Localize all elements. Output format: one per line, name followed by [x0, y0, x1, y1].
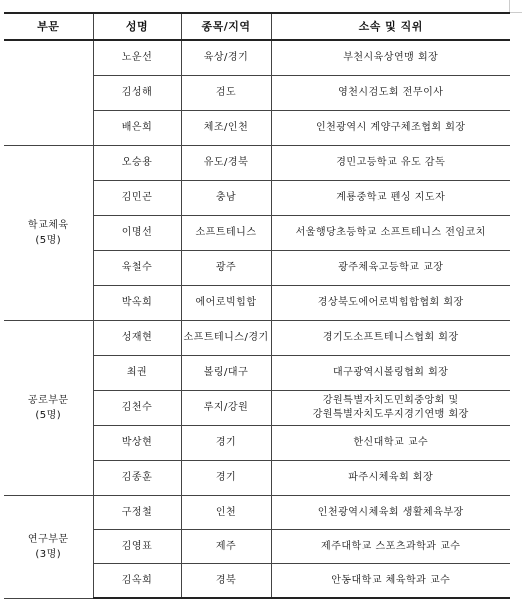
name-cell: 육철수 — [93, 251, 181, 286]
sport-cell: 경북 — [181, 564, 271, 599]
affiliation-cell: 광주체육고등학교 교장 — [271, 251, 510, 286]
sport-cell: 소프트테니스 — [181, 216, 271, 251]
name-cell: 노운선 — [93, 40, 181, 76]
sport-cell: 루지/강원 — [181, 391, 271, 426]
sport-cell: 경기 — [181, 426, 271, 461]
sport-cell: 에어로빅힙합 — [181, 286, 271, 321]
category-count: (3명) — [35, 548, 62, 560]
category-cell — [4, 321, 93, 496]
affiliation-cell — [271, 391, 510, 426]
table-row — [4, 40, 510, 76]
table-row — [4, 146, 510, 181]
awards-table — [4, 12, 510, 599]
name-cell: 김종훈 — [93, 461, 181, 496]
name-cell: 김영표 — [93, 530, 181, 564]
affiliation-cell: 서울행당초등학교 소프트테니스 전임코치 — [271, 216, 510, 251]
category-label: 공로부문 — [27, 395, 69, 406]
name-cell: 최권 — [93, 356, 181, 391]
category-label: 학교체육 — [27, 220, 69, 231]
name-cell: 배은희 — [93, 111, 181, 146]
affiliation-line: 강원특별자치도민회중앙회 및 — [322, 395, 459, 406]
sport-cell: 인천 — [181, 496, 271, 530]
name-cell: 김민곤 — [93, 181, 181, 216]
category-label: 연구부문 — [27, 533, 69, 545]
name-cell: 김성해 — [93, 76, 181, 111]
sport-cell: 검도 — [181, 76, 271, 111]
sport-cell: 제주 — [181, 530, 271, 564]
affiliation-cell: 제주대학교 스포츠과학과 교수 — [271, 530, 510, 564]
table-row — [4, 496, 510, 530]
category-cell — [4, 146, 93, 321]
name-cell: 김천수 — [93, 391, 181, 426]
category-cell — [4, 40, 93, 146]
sport-cell: 유도/경북 — [181, 146, 271, 181]
affiliation-cell: 파주시체육회 회장 — [271, 461, 510, 496]
affiliation-cell: 계룡중학교 펜싱 지도자 — [271, 181, 510, 216]
name-cell: 오승용 — [93, 146, 181, 181]
name-cell: 이명선 — [93, 216, 181, 251]
category-count: (5명) — [35, 235, 62, 246]
affiliation-cell: 부천시육상연맹 회장 — [271, 40, 510, 76]
name-cell: 성재현 — [93, 321, 181, 356]
affiliation-cell: 경상북도에어로빅힙합협회 회장 — [271, 286, 510, 321]
table-body — [4, 40, 510, 598]
table-header — [4, 13, 510, 40]
name-cell: 김옥희 — [93, 564, 181, 599]
name-cell: 구정철 — [93, 496, 181, 530]
sport-cell: 충남 — [181, 181, 271, 216]
affiliation-cell: 대구광역시볼링협회 회장 — [271, 356, 510, 391]
affiliation-cell: 인천광역시체육회 생활체육부장 — [271, 496, 510, 530]
category-cell — [4, 496, 93, 599]
category-count: (5명) — [35, 410, 62, 421]
sport-cell: 육상/경기 — [181, 40, 271, 76]
table-row — [4, 321, 510, 356]
header-sport-region: 종목/지역 — [181, 13, 271, 40]
affiliation-cell: 경민고등학교 유도 감독 — [271, 146, 510, 181]
name-cell: 박상현 — [93, 426, 181, 461]
affiliation-cell: 안동대학교 체육학과 교수 — [271, 564, 510, 599]
sport-cell: 체조/인천 — [181, 111, 271, 146]
page-corner-mark — [509, 0, 522, 13]
affiliation-cell: 영천시검도회 전무이사 — [271, 76, 510, 111]
sport-cell: 광주 — [181, 251, 271, 286]
affiliation-cell: 한신대학교 교수 — [271, 426, 510, 461]
sport-cell: 소프트테니스/경기 — [181, 321, 271, 356]
header-category: 부문 — [4, 13, 93, 40]
name-cell: 박옥희 — [93, 286, 181, 321]
sport-cell: 볼링/대구 — [181, 356, 271, 391]
affiliation-line: 강원특별자치도루지경기연맹 회장 — [312, 409, 469, 420]
header-name: 성명 — [93, 13, 181, 40]
sport-cell: 경기 — [181, 461, 271, 496]
header-affiliation: 소속 및 직위 — [271, 13, 510, 40]
affiliation-cell: 인천광역시 계양구체조협회 회장 — [271, 111, 510, 146]
affiliation-cell: 경기도소프트테니스협회 회장 — [271, 321, 510, 356]
